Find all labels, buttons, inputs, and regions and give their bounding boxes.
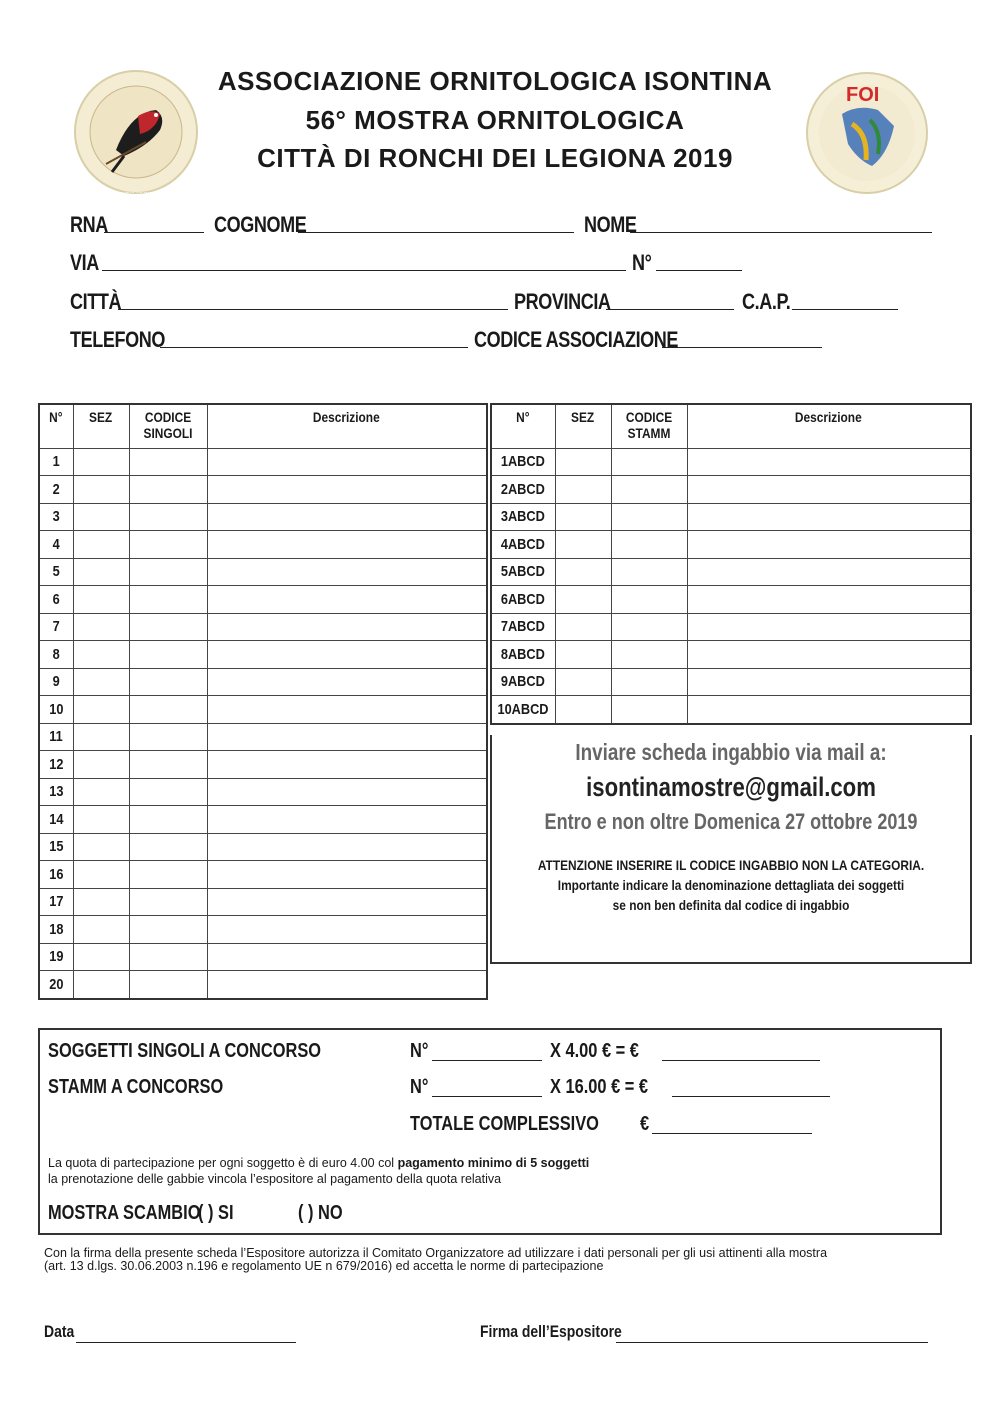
city-year-title: CITTÀ DI RONCHI DEI LEGIONA 2019 (257, 143, 733, 173)
singoli-row (39, 586, 487, 614)
singoli-sez-cell[interactable] (73, 641, 129, 669)
singoli-row-number: 11 (39, 723, 73, 751)
stamm-sez-cell[interactable] (555, 503, 611, 531)
singoli-sez-cell[interactable] (73, 861, 129, 889)
singoli-descrizione-cell[interactable] (207, 503, 487, 531)
stamm-sez-cell[interactable] (555, 641, 611, 669)
singoli-sez-cell[interactable] (73, 916, 129, 944)
singoli-row (39, 641, 487, 669)
telefono-field[interactable] (160, 347, 468, 348)
stamm-row (491, 586, 971, 614)
singoli-sez-cell[interactable] (73, 751, 129, 779)
stamm-row (491, 503, 971, 531)
attention-note: ATTENZIONE INSERIRE IL CODICE INGABBIO NON LA CATEGORIA. (537, 857, 925, 873)
stamm-header-descrizione: Descrizione (687, 404, 971, 448)
singoli-descrizione-cell[interactable] (207, 751, 487, 779)
stamm-codice-cell[interactable] (611, 448, 687, 476)
rna-label: RNA (70, 212, 108, 237)
singoli-codice-cell[interactable] (129, 613, 207, 641)
privacy-line-1: Con la firma della presente scheda l’Espositore autorizza il Comitato Organizzatore ad utilizzare i dati personali per gli usi attinenti alla mostra (44, 1246, 828, 1260)
singoli-sez-cell[interactable] (73, 778, 129, 806)
singoli-codice-cell[interactable] (129, 586, 207, 614)
stamm-table (490, 403, 972, 725)
singoli-sez-cell[interactable] (73, 503, 129, 531)
citta-label: CITTÀ (70, 289, 122, 314)
stamm-descrizione-cell[interactable] (687, 668, 971, 696)
stamm-row (491, 531, 971, 559)
singoli-sez-cell[interactable] (73, 586, 129, 614)
rna-field[interactable] (104, 232, 204, 233)
scambio-label: MOSTRA SCAMBIO (48, 1202, 201, 1224)
singoli-row (39, 751, 487, 779)
stamm-descrizione-cell[interactable] (687, 641, 971, 669)
singoli-descrizione-cell[interactable] (207, 531, 487, 559)
singoli-codice-cell[interactable] (129, 503, 207, 531)
singoli-row (39, 778, 487, 806)
stamm-descrizione-cell[interactable] (687, 476, 971, 504)
singoli-descrizione-cell[interactable] (207, 668, 487, 696)
stamm-row (491, 668, 971, 696)
stamm-codice-cell[interactable] (611, 503, 687, 531)
singoli-codice-cell[interactable] (129, 888, 207, 916)
singoli-descrizione-cell[interactable] (207, 558, 487, 586)
singoli-codice-cell[interactable] (129, 943, 207, 971)
singoli-descrizione-cell[interactable] (207, 916, 487, 944)
singoli-row-number: 13 (39, 778, 73, 806)
singoli-row-number: 12 (39, 751, 73, 779)
singoli-sez-cell[interactable] (73, 668, 129, 696)
numero-label: N° (632, 250, 652, 275)
singoli-count-field[interactable] (432, 1044, 542, 1061)
singoli-codice-cell[interactable] (129, 833, 207, 861)
privacy-line-2: (art. 13 d.lgs. 30.06.2003 n.196 e regolamento UE n 679/2016) ed accetta le norme di partecipazione (44, 1259, 604, 1273)
stamm-row-number: 6ABCD (491, 586, 555, 614)
singoli-row (39, 668, 487, 696)
stamm-codice-cell[interactable] (611, 613, 687, 641)
stamm-sez-cell[interactable] (555, 531, 611, 559)
singoli-row (39, 943, 487, 971)
nome-field[interactable] (630, 232, 932, 233)
singoli-header-codice: CODICE SINGOLI (129, 404, 207, 448)
singoli-row-number: 18 (39, 916, 73, 944)
singoli-sez-cell[interactable] (73, 476, 129, 504)
stamm-header-codice: CODICE STAMM (611, 404, 687, 448)
email-address[interactable]: isontinamostre@gmail.com (586, 772, 876, 802)
stamm-codice-cell[interactable] (611, 476, 687, 504)
singoli-descrizione-cell[interactable] (207, 723, 487, 751)
totale-field[interactable] (652, 1117, 812, 1134)
singoli-row (39, 558, 487, 586)
stamm-codice-cell[interactable] (611, 586, 687, 614)
singoli-row-number: 19 (39, 943, 73, 971)
stamm-row (491, 696, 971, 724)
association-title: ASSOCIAZIONE ORNITOLOGICA ISONTINA (217, 66, 773, 96)
stamm-sez-cell[interactable] (555, 668, 611, 696)
stamm-header-n: N° (491, 404, 555, 448)
singoli-row (39, 696, 487, 724)
codice-associazione-field[interactable] (662, 347, 822, 348)
singoli-codice-cell[interactable] (129, 806, 207, 834)
singoli-codice-cell[interactable] (129, 778, 207, 806)
singoli-row (39, 613, 487, 641)
stamm-codice-cell[interactable] (611, 668, 687, 696)
singoli-codice-cell[interactable] (129, 723, 207, 751)
singoli-row-number: 14 (39, 806, 73, 834)
stamm-sez-cell[interactable] (555, 448, 611, 476)
stamm-row (491, 641, 971, 669)
singoli-row (39, 833, 487, 861)
singoli-sez-cell[interactable] (73, 448, 129, 476)
stamm-descrizione-cell[interactable] (687, 531, 971, 559)
singoli-codice-cell[interactable] (129, 476, 207, 504)
singoli-codice-cell[interactable] (129, 971, 207, 999)
stamm-row-number: 10ABCD (491, 696, 555, 724)
singoli-sez-cell[interactable] (73, 806, 129, 834)
stamm-row (491, 448, 971, 476)
singoli-descrizione-cell[interactable] (207, 476, 487, 504)
singoli-codice-cell[interactable] (129, 751, 207, 779)
stamm-descrizione-cell[interactable] (687, 558, 971, 586)
row-via-numero (70, 246, 742, 276)
singoli-row-number: 2 (39, 476, 73, 504)
deadline-text: Entro e non oltre Domenica 27 ottobre 2019 (544, 809, 918, 834)
singoli-descrizione-cell[interactable] (207, 833, 487, 861)
numero-field[interactable] (656, 270, 742, 271)
singoli-row-number: 3 (39, 503, 73, 531)
cap-label: C.A.P. (742, 289, 791, 314)
singoli-descrizione-cell[interactable] (207, 613, 487, 641)
telefono-label: TELEFONO (70, 327, 165, 352)
singoli-codice-cell[interactable] (129, 641, 207, 669)
stamm-sez-cell[interactable] (555, 558, 611, 586)
singoli-header-sez: SEZ (73, 404, 129, 448)
singoli-sez-cell[interactable] (73, 888, 129, 916)
singoli-descrizione-cell[interactable] (207, 806, 487, 834)
foi-label: FOI (846, 84, 880, 106)
via-label: VIA (70, 250, 99, 275)
stamm-sez-cell[interactable] (555, 696, 611, 724)
singoli-row (39, 476, 487, 504)
singoli-descrizione-cell[interactable] (207, 586, 487, 614)
costs-box (38, 1028, 942, 1235)
provincia-field[interactable] (606, 309, 734, 310)
quota-text: La quota di partecipazione per ogni soggetto è di euro 4.00 col pagamento minimo di 5 soggetti (48, 1156, 590, 1170)
firma-field[interactable] (616, 1326, 928, 1343)
singoli-row-number: 1 (39, 448, 73, 476)
stamm-row (491, 613, 971, 641)
singoli-row (39, 971, 487, 999)
singoli-sez-cell[interactable] (73, 833, 129, 861)
quota-text-line2: la prenotazione delle gabbie vincola l’espositore al pagamento della quota relativa (48, 1172, 502, 1186)
stamm-descrizione-cell[interactable] (687, 503, 971, 531)
singoli-descrizione-cell[interactable] (207, 696, 487, 724)
cap-field[interactable] (792, 309, 898, 310)
singoli-row (39, 861, 487, 889)
send-instruction: Inviare scheda ingabbio via mail a: (575, 739, 887, 765)
singoli-codice-cell[interactable] (129, 696, 207, 724)
stamm-sez-cell[interactable] (555, 613, 611, 641)
totale-label: TOTALE COMPLESSIVO (410, 1113, 599, 1135)
singoli-price-text: X 4.00 € = € (550, 1040, 639, 1062)
stamm-sez-cell[interactable] (555, 586, 611, 614)
singoli-descrizione-cell[interactable] (207, 778, 487, 806)
singoli-row-number: 17 (39, 888, 73, 916)
nome-label: NOME (584, 212, 637, 237)
singoli-sez-cell[interactable] (73, 531, 129, 559)
stamm-row-number: 3ABCD (491, 503, 555, 531)
singoli-sez-cell[interactable] (73, 971, 129, 999)
singoli-total-field[interactable] (662, 1044, 820, 1061)
exhibition-title: 56° MOSTRA ORNITOLOGICA (305, 105, 685, 135)
association-logo-caption (60, 192, 210, 193)
stamm-row-number: 2ABCD (491, 476, 555, 504)
stamm-row (491, 558, 971, 586)
singoli-codice-cell[interactable] (129, 448, 207, 476)
stamm-price-text: X 16.00 € = € (550, 1076, 649, 1098)
stamm-row (491, 476, 971, 504)
singoli-codice-cell[interactable] (129, 558, 207, 586)
provincia-label: PROVINCIA (514, 289, 611, 314)
singoli-header-n: N° (39, 404, 73, 448)
stamm-sez-cell[interactable] (555, 476, 611, 504)
singoli-row-number: 4 (39, 531, 73, 559)
important-note: Importante indicare la denominazione dettagliata dei soggetti (557, 877, 905, 893)
stamm-row-number: 8ABCD (491, 641, 555, 669)
stamm-row-number: 7ABCD (491, 613, 555, 641)
data-label: Data (44, 1322, 75, 1341)
singoli-row (39, 888, 487, 916)
firma-label: Firma dell’Espositore (480, 1322, 622, 1341)
singoli-table (38, 403, 488, 1000)
row-telefono-codice (70, 323, 822, 353)
stamm-row-number: 9ABCD (491, 668, 555, 696)
singoli-row (39, 806, 487, 834)
codice-associazione-label: CODICE ASSOCIAZIONE (474, 327, 679, 352)
singoli-row-number: 10 (39, 696, 73, 724)
singoli-row-number: 6 (39, 586, 73, 614)
row-rna-cognome-nome (70, 208, 932, 238)
singoli-sez-cell[interactable] (73, 723, 129, 751)
singoli-row (39, 916, 487, 944)
singoli-descrizione-cell[interactable] (207, 943, 487, 971)
cognome-label: COGNOME (214, 212, 307, 237)
bird-emblem-icon (76, 72, 196, 192)
singoli-row (39, 723, 487, 751)
singoli-n-label: N° (410, 1040, 429, 1062)
stamm-row-number: 1ABCD (491, 448, 555, 476)
singoli-row-number: 8 (39, 641, 73, 669)
singoli-row-number: 20 (39, 971, 73, 999)
stamm-codice-cell[interactable] (611, 558, 687, 586)
singoli-descrizione-cell[interactable] (207, 861, 487, 889)
stamm-n-label: N° (410, 1076, 429, 1098)
singoli-row-number: 15 (39, 833, 73, 861)
stamm-total-field[interactable] (672, 1080, 830, 1097)
stamm-codice-cell[interactable] (611, 531, 687, 559)
stamm-descrizione-cell[interactable] (687, 613, 971, 641)
stamm-row-number: 5ABCD (491, 558, 555, 586)
submission-info-box (490, 735, 972, 964)
definition-note: se non ben definita dal codice di ingabbio (612, 897, 850, 913)
association-logo (74, 70, 198, 194)
scambio-si-option[interactable]: ( ) SI (198, 1202, 234, 1224)
singoli-row-number: 9 (39, 668, 73, 696)
scambio-no-option[interactable]: ( ) NO (298, 1202, 343, 1224)
singoli-sez-cell[interactable] (73, 943, 129, 971)
stamm-row-number: 4ABCD (491, 531, 555, 559)
cognome-field[interactable] (298, 232, 574, 233)
singoli-codice-cell[interactable] (129, 916, 207, 944)
stamm-descrizione-cell[interactable] (687, 586, 971, 614)
totale-euro: € (640, 1113, 650, 1135)
singoli-sez-cell[interactable] (73, 696, 129, 724)
stamm-descrizione-cell[interactable] (687, 696, 971, 724)
stamm-codice-cell[interactable] (611, 641, 687, 669)
via-field[interactable] (102, 270, 626, 271)
singoli-descrizione-cell[interactable] (207, 971, 487, 999)
singoli-row (39, 531, 487, 559)
citta-field[interactable] (118, 309, 508, 310)
singoli-descrizione-cell[interactable] (207, 888, 487, 916)
stamm-cost-label: STAMM A CONCORSO (48, 1076, 224, 1098)
stamm-header-sez: SEZ (555, 404, 611, 448)
singoli-sez-cell[interactable] (73, 613, 129, 641)
singoli-descrizione-cell[interactable] (207, 641, 487, 669)
singoli-codice-cell[interactable] (129, 668, 207, 696)
stamm-descrizione-cell[interactable] (687, 448, 971, 476)
singoli-codice-cell[interactable] (129, 861, 207, 889)
singoli-row (39, 448, 487, 476)
singoli-descrizione-cell[interactable] (207, 448, 487, 476)
singoli-codice-cell[interactable] (129, 531, 207, 559)
singoli-row-number: 16 (39, 861, 73, 889)
stamm-count-field[interactable] (432, 1080, 542, 1097)
singoli-row-number: 7 (39, 613, 73, 641)
foi-logo (806, 72, 928, 194)
singoli-sez-cell[interactable] (73, 558, 129, 586)
stamm-codice-cell[interactable] (611, 696, 687, 724)
singoli-cost-label: SOGGETTI SINGOLI A CONCORSO (48, 1040, 322, 1062)
singoli-header-descrizione: Descrizione (207, 404, 487, 448)
data-field[interactable] (76, 1326, 296, 1343)
row-citta-provincia-cap (70, 285, 898, 315)
singoli-row (39, 503, 487, 531)
singoli-row-number: 5 (39, 558, 73, 586)
